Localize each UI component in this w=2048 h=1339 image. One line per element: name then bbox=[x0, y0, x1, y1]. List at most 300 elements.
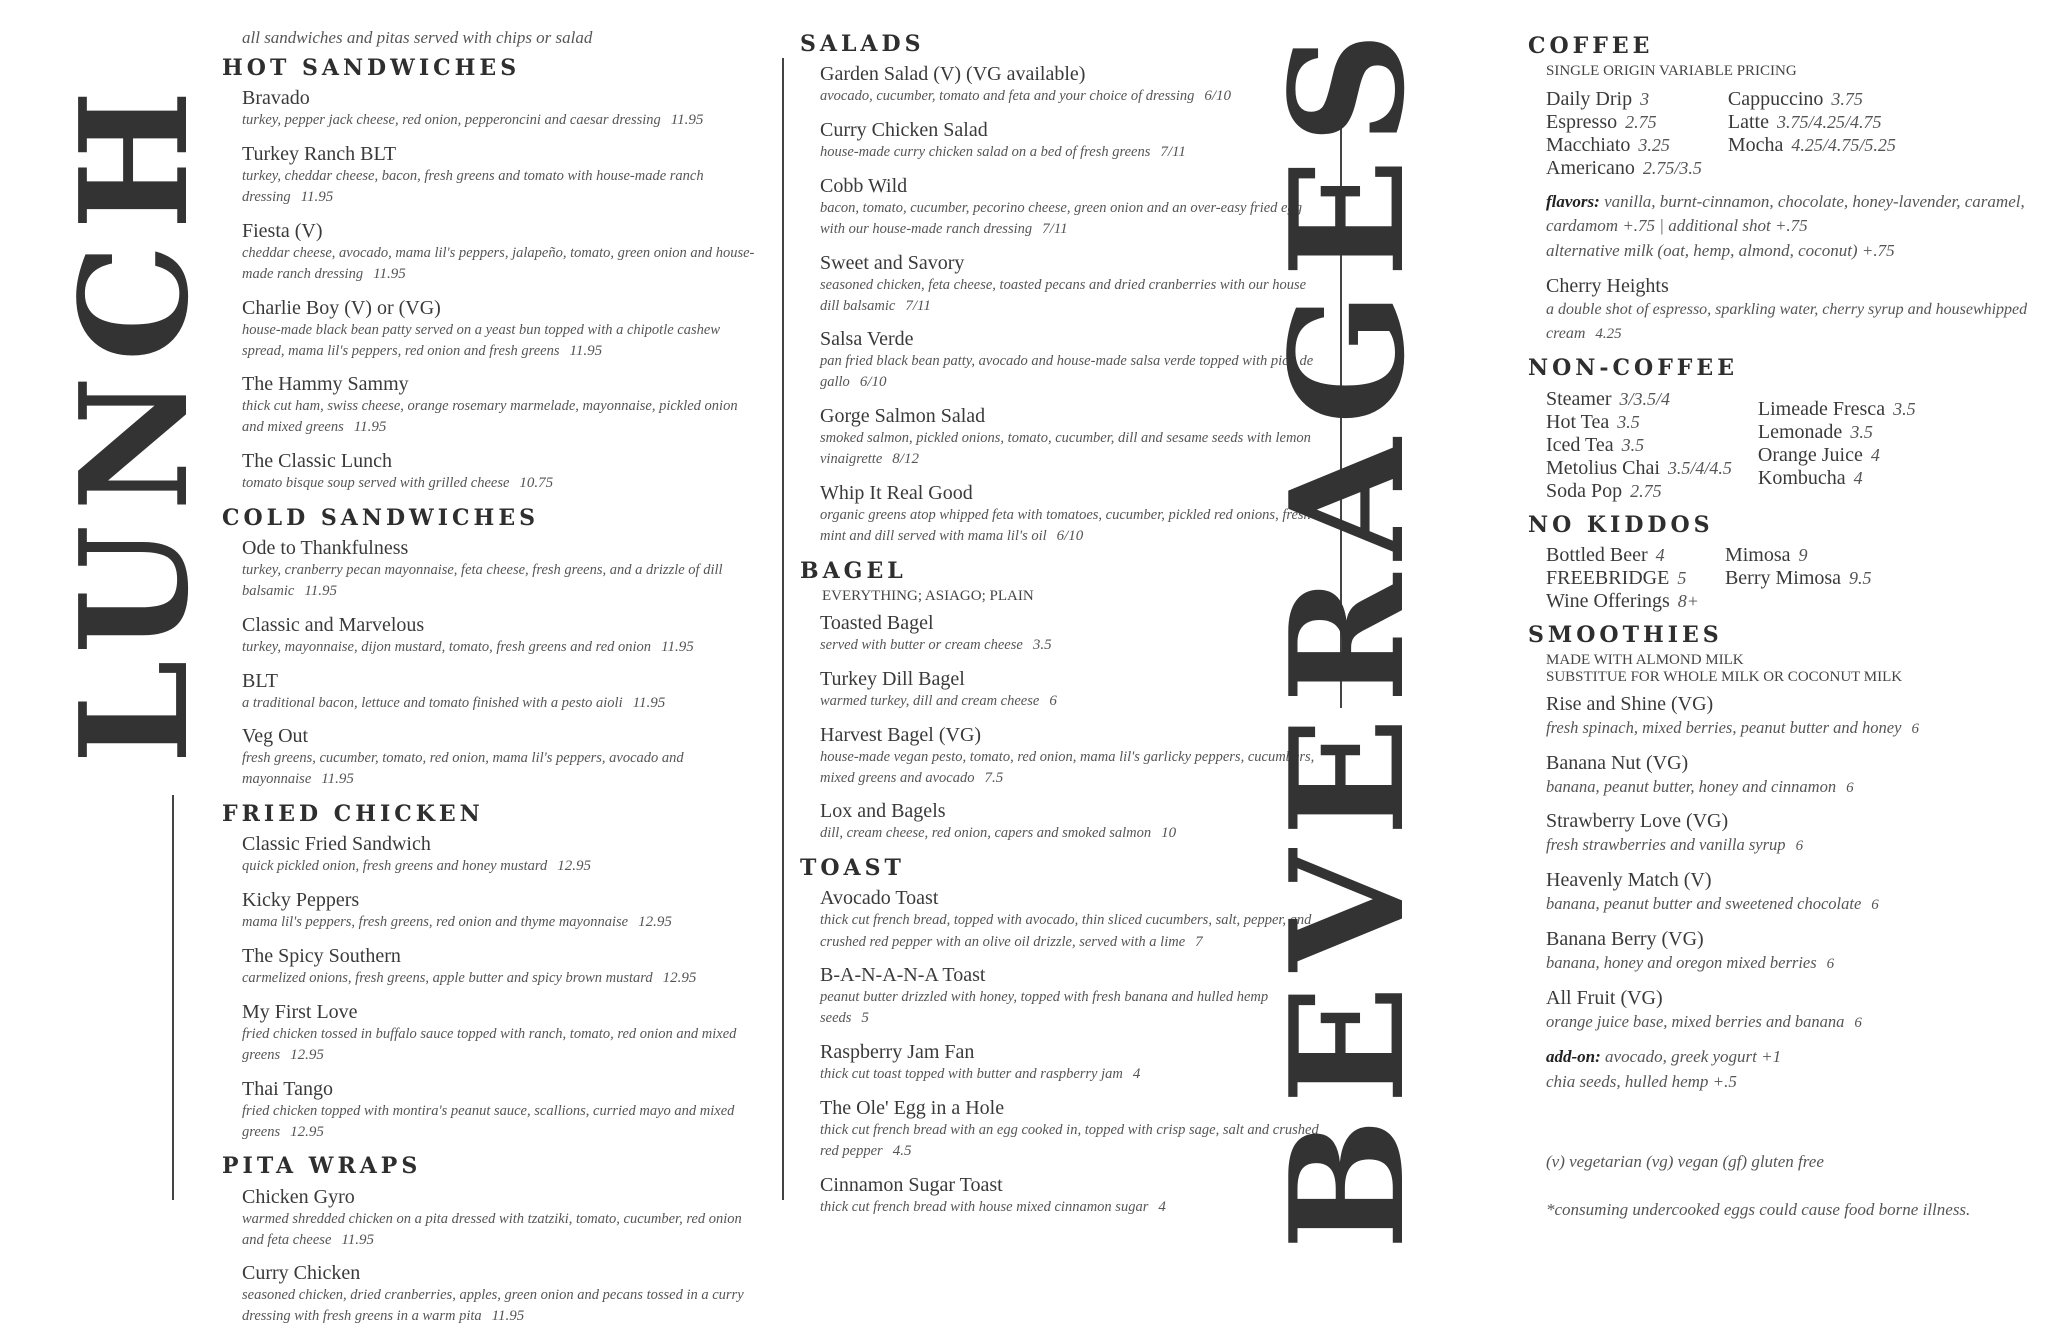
item-desc bbox=[820, 351, 1320, 394]
item-name: Banana Berry (VG) bbox=[1546, 927, 1704, 950]
item-description: turkey, cranberry pecan mayonnaise, feta cheese, fresh greens, and a drizzle of dill balsamic bbox=[242, 562, 723, 600]
item-name: Lox and Bagels bbox=[820, 800, 946, 823]
item-desc bbox=[242, 1209, 762, 1252]
coffee-right-column bbox=[1728, 88, 1896, 180]
bev-name: Cappuccino bbox=[1727, 87, 1824, 110]
bev-row bbox=[1728, 134, 1896, 157]
item-description: carmelized onions, fresh greens, apple butter and spicy brown mustard bbox=[242, 969, 653, 986]
item-name: Turkey Ranch BLT bbox=[242, 143, 397, 166]
bev-name: Bottled Beer bbox=[1546, 544, 1648, 566]
item-desc bbox=[1546, 951, 2033, 976]
bev-name: FREEBRIDGE bbox=[1546, 567, 1670, 589]
bev-row bbox=[1546, 157, 1702, 180]
item-description: seasoned chicken, feta cheese, toasted pecans and dried cranberries with our house dill balsamic bbox=[820, 276, 1307, 314]
item-name: Rise and Shine (VG) bbox=[1546, 692, 1714, 715]
cold-sandwiches-list bbox=[222, 537, 762, 791]
bev-price: 5 bbox=[1677, 568, 1687, 588]
item-price: 4.5 bbox=[892, 1142, 912, 1159]
menu-item bbox=[242, 1186, 762, 1252]
item-desc bbox=[1546, 1010, 2033, 1035]
menu-item bbox=[820, 252, 1320, 318]
item-desc bbox=[820, 1197, 1320, 1219]
item-description: dill, cream cheese, red onion, capers and smoked salmon bbox=[820, 825, 1152, 842]
menu-item bbox=[1546, 869, 2033, 917]
item-desc bbox=[1546, 775, 2033, 800]
item-name: B-A-N-A-N-A Toast bbox=[820, 964, 986, 987]
item-description: warmed shredded chicken on a pita dressed with tzatziki, tomato, cucumber, red onion and feta cheese bbox=[242, 1210, 742, 1248]
addon-text-2: chia seeds, hulled hemp +.5 bbox=[1546, 1071, 1737, 1091]
bev-price: 4 bbox=[1655, 545, 1665, 565]
item-price: 6 bbox=[1911, 720, 1919, 737]
no-kiddos-left-column bbox=[1546, 544, 1699, 613]
item-description: organic greens atop whipped feta with tomatoes, cucumber, pickled red onions, fresh mint and dill served with mama lil's oil bbox=[820, 506, 1311, 544]
item-price: 6 bbox=[1826, 955, 1835, 972]
bev-row bbox=[1758, 444, 1916, 467]
item-name: Curry Chicken bbox=[242, 1262, 361, 1285]
item-name: Bravado bbox=[242, 87, 310, 110]
item-price: 11.95 bbox=[632, 694, 666, 711]
bev-price: 3.75/4.25/4.75 bbox=[1776, 111, 1882, 132]
bev-row bbox=[1546, 567, 1699, 590]
item-description: banana, honey and oregon mixed berries bbox=[1546, 952, 1817, 972]
item-price: 12.95 bbox=[662, 969, 697, 986]
bev-name: Hot Tea bbox=[1546, 410, 1610, 433]
item-name: Raspberry Jam Fan bbox=[820, 1041, 975, 1064]
bev-price: 3 bbox=[1640, 88, 1650, 109]
item-description: warmed turkey, dill and cream cheese bbox=[820, 692, 1040, 709]
item-description: house-made black bean patty served on a yeast bun topped with a chipotle cashew spread, mama lil's peppers, red onion and fresh greens bbox=[242, 321, 720, 359]
item-name: Whip It Real Good bbox=[820, 481, 973, 504]
item-desc bbox=[820, 747, 1320, 790]
menu-item bbox=[242, 143, 762, 209]
bev-row bbox=[1546, 480, 1732, 503]
item-desc bbox=[820, 86, 1320, 108]
non-coffee-price-grid bbox=[1546, 388, 2033, 503]
bev-price: 4.25/4.75/5.25 bbox=[1791, 134, 1896, 155]
item-name: Classic Fried Sandwich bbox=[242, 833, 431, 856]
item-name: Avocado Toast bbox=[820, 887, 939, 910]
fried-chicken-title: FRIED CHICKEN bbox=[222, 801, 484, 828]
addon-text: avocado, greek yogurt +1 bbox=[1605, 1047, 1782, 1067]
item-description: smoked salmon, pickled onions, tomato, cucumber, dill and sesame seeds with lemon vinaigrette bbox=[820, 430, 1311, 468]
bev-row bbox=[1758, 398, 1916, 421]
bev-row bbox=[1546, 88, 1702, 111]
menu-item bbox=[242, 373, 762, 439]
item-name: Heavenly Match (V) bbox=[1546, 869, 1712, 892]
item-name: Harvest Bagel (VG) bbox=[820, 723, 982, 746]
bev-name: Iced Tea bbox=[1546, 433, 1614, 456]
egg-disclaimer: *consuming undercooked eggs could cause food borne illness. bbox=[1546, 1200, 1971, 1219]
menu-item bbox=[1546, 752, 2033, 800]
item-name: Garden Salad (V) (VG available) bbox=[820, 63, 1086, 86]
bev-price: 9.5 bbox=[1849, 568, 1872, 588]
hot-sandwiches-title: HOT SANDWICHES bbox=[222, 55, 521, 81]
bagel-list bbox=[800, 612, 1320, 845]
item-name: The Hammy Sammy bbox=[242, 373, 409, 396]
item-desc bbox=[242, 912, 762, 934]
item-name: Thai Tango bbox=[242, 1077, 333, 1100]
item-price: 5 bbox=[861, 1010, 869, 1027]
sandwich-note: all sandwiches and pitas served with chips or salad bbox=[242, 28, 593, 47]
bev-name: Berry Mimosa bbox=[1724, 567, 1842, 589]
menu-item bbox=[820, 612, 1320, 657]
item-description: quick pickled onion, fresh greens and honey mustard bbox=[242, 858, 548, 875]
menu-item bbox=[820, 724, 1320, 790]
item-price: 11.95 bbox=[569, 342, 603, 359]
bagel-subtitle: EVERYTHING; ASIAGO; PLAIN bbox=[822, 587, 1034, 604]
item-price: 7/11 bbox=[1042, 220, 1068, 237]
item-price: 7/11 bbox=[1160, 144, 1186, 161]
bev-row bbox=[1725, 567, 1872, 590]
bev-row bbox=[1546, 111, 1702, 134]
item-price: 4 bbox=[1132, 1066, 1141, 1083]
item-description: thick cut toast topped with butter and raspberry jam bbox=[820, 1066, 1123, 1083]
coffee-title: COFFEE bbox=[1528, 33, 1654, 59]
addon-label: add-on: bbox=[1546, 1047, 1601, 1067]
menu-item bbox=[820, 964, 1320, 1030]
item-desc bbox=[242, 560, 762, 603]
item-price: 3.5 bbox=[1032, 637, 1052, 654]
menu-item bbox=[242, 725, 762, 791]
item-price: 4.25 bbox=[1595, 325, 1622, 342]
beverages-title: BEVERAGES bbox=[1256, 17, 1439, 1250]
item-desc bbox=[1546, 716, 2033, 741]
item-desc bbox=[242, 1101, 762, 1144]
non-coffee-left-column bbox=[1546, 388, 1732, 503]
item-price: 12.95 bbox=[290, 1123, 324, 1140]
item-description: banana, peanut butter and sweetened chocolate bbox=[1546, 894, 1862, 914]
bev-row bbox=[1546, 434, 1732, 457]
item-desc bbox=[1546, 298, 2033, 345]
smoothies-subtitle-2: SUBSTITUE FOR WHOLE MILK OR COCONUT MILK bbox=[1546, 668, 1903, 685]
bev-name: Wine Offerings bbox=[1546, 590, 1670, 612]
menu-item bbox=[242, 297, 762, 363]
item-description: turkey, mayonnaise, dijon mustard, tomato, fresh greens and red onion bbox=[242, 638, 652, 655]
item-description: fresh spinach, mixed berries, peanut butter and honey bbox=[1546, 717, 1902, 737]
alt-milk-text: alternative milk (oat, hemp, almond, coconut) +.75 bbox=[1546, 240, 1895, 260]
coffee-price-grid bbox=[1546, 88, 2033, 180]
bev-price: 3.75 bbox=[1831, 88, 1863, 109]
menu-item bbox=[820, 328, 1320, 394]
item-price: 8/12 bbox=[892, 451, 919, 468]
item-desc bbox=[1546, 892, 2033, 917]
menu-item bbox=[242, 945, 762, 990]
bev-name: Americano bbox=[1546, 156, 1635, 179]
lunch-column-1 bbox=[222, 28, 762, 1339]
bev-price: 8+ bbox=[1677, 591, 1699, 611]
item-desc bbox=[242, 473, 762, 495]
item-price: 12.95 bbox=[638, 914, 672, 931]
item-price: 6 bbox=[1846, 779, 1854, 796]
item-name: Strawberry Love (VG) bbox=[1546, 810, 1729, 833]
pita-wraps-title: PITA WRAPS bbox=[222, 1153, 422, 1180]
item-name: Cinnamon Sugar Toast bbox=[820, 1173, 1003, 1196]
item-desc bbox=[820, 505, 1320, 548]
item-description: served with butter or cream cheese bbox=[820, 637, 1023, 654]
item-desc bbox=[242, 637, 762, 659]
menu-item bbox=[820, 668, 1320, 713]
item-price: 10.75 bbox=[519, 475, 554, 492]
bev-row bbox=[1546, 544, 1699, 567]
menu-item bbox=[1546, 275, 2033, 345]
item-name: Gorge Salmon Salad bbox=[820, 405, 986, 428]
beverages-column bbox=[1528, 28, 2033, 1107]
item-description: thick cut french bread with house mixed cinnamon sugar bbox=[820, 1198, 1149, 1215]
menu-item bbox=[242, 1078, 762, 1144]
bev-row bbox=[1546, 457, 1732, 480]
item-name: Toasted Bagel bbox=[820, 612, 934, 635]
bev-price: 3.5 bbox=[1617, 411, 1640, 432]
item-name: Banana Nut (VG) bbox=[1546, 751, 1689, 774]
item-price: 11.95 bbox=[661, 638, 694, 655]
toast-list bbox=[800, 887, 1320, 1218]
menu-item bbox=[820, 119, 1320, 164]
item-desc bbox=[242, 166, 762, 209]
coffee-flavors bbox=[1546, 190, 2033, 264]
item-description: turkey, cheddar cheese, bacon, fresh greens and tomato with house-made ranch dressing bbox=[242, 168, 704, 206]
item-desc bbox=[820, 635, 1320, 657]
menu-item bbox=[820, 63, 1320, 108]
item-description: thick cut ham, swiss cheese, orange rosemary marmelade, mayonnaise, pickled onion and mixed greens bbox=[242, 398, 738, 436]
item-price: 7.5 bbox=[984, 769, 1004, 786]
item-price: 6 bbox=[1854, 1014, 1862, 1031]
item-desc bbox=[1546, 833, 2033, 858]
item-price: 11.95 bbox=[491, 1308, 525, 1325]
bev-price: 3.5/4/4.5 bbox=[1667, 457, 1732, 478]
item-desc bbox=[242, 856, 762, 878]
smoothies-list bbox=[1528, 693, 2033, 1035]
item-description: tomato bisque soup served with grilled cheese bbox=[242, 475, 510, 492]
bev-price: 3.25 bbox=[1638, 134, 1670, 155]
menu-item bbox=[1546, 693, 2033, 741]
item-desc bbox=[242, 748, 762, 791]
bev-name: Mimosa bbox=[1724, 544, 1791, 566]
item-name: Charlie Boy (V) or (VG) bbox=[242, 296, 441, 319]
item-name: Classic and Marvelous bbox=[242, 613, 425, 636]
bev-price: 9 bbox=[1798, 545, 1808, 565]
item-price: 11.95 bbox=[300, 189, 334, 206]
menu-item bbox=[242, 537, 762, 603]
bev-price: 3.5 bbox=[1621, 434, 1645, 455]
menu-item bbox=[820, 1097, 1320, 1163]
bev-row bbox=[1758, 467, 1916, 490]
bev-name: Metolius Chai bbox=[1546, 456, 1660, 479]
menu-item bbox=[242, 87, 762, 132]
menu-item bbox=[242, 1262, 762, 1328]
bev-name: Macchiato bbox=[1546, 133, 1631, 156]
item-description: a traditional bacon, lettuce and tomato finished with a pesto aioli bbox=[242, 694, 623, 711]
item-name: Kicky Peppers bbox=[242, 889, 360, 912]
item-description: peanut butter drizzled with honey, topped with fresh banana and hulled hemp seeds bbox=[820, 989, 1269, 1027]
item-name: BLT bbox=[242, 669, 278, 692]
bev-price: 4 bbox=[1870, 444, 1880, 465]
item-desc bbox=[820, 910, 1320, 953]
item-price: 6 bbox=[1871, 897, 1879, 914]
bev-name: Steamer bbox=[1546, 387, 1612, 410]
bev-name: Mocha bbox=[1727, 133, 1784, 156]
item-description: pan fried black bean patty, avocado and house-made salsa verde topped with pico de gallo bbox=[820, 353, 1314, 391]
item-price: 11.95 bbox=[321, 771, 354, 788]
menu-item bbox=[1546, 987, 2033, 1035]
bev-row bbox=[1546, 134, 1702, 157]
item-price: 11.95 bbox=[341, 1231, 375, 1248]
bev-row bbox=[1546, 590, 1699, 613]
item-name: The Spicy Southern bbox=[242, 944, 401, 967]
item-name: Cherry Heights bbox=[1546, 275, 1669, 298]
bev-name: Espresso bbox=[1546, 110, 1618, 133]
item-name: My First Love bbox=[242, 1000, 358, 1023]
item-description: fresh greens, cucumber, tomato, red onion, mama lil's peppers, avocado and mayonnaise bbox=[242, 750, 684, 788]
item-desc bbox=[820, 428, 1320, 471]
item-desc bbox=[820, 142, 1320, 164]
pita-wraps-list bbox=[222, 1186, 762, 1329]
salads-title: SALADS bbox=[800, 31, 925, 57]
item-description: turkey, pepper jack cheese, red onion, pepperoncini and caesar dressing bbox=[242, 112, 661, 129]
item-price: 6 bbox=[1795, 838, 1804, 855]
item-desc bbox=[242, 693, 762, 715]
bev-name: Latte bbox=[1727, 110, 1769, 133]
item-desc bbox=[820, 1064, 1320, 1086]
menu-item bbox=[242, 1001, 762, 1067]
item-desc bbox=[242, 243, 762, 286]
item-name: The Classic Lunch bbox=[242, 450, 392, 473]
item-desc bbox=[820, 691, 1320, 713]
smoothies-subtitle-1: MADE WITH ALMOND MILK bbox=[1546, 652, 1744, 669]
bev-price: 4 bbox=[1853, 467, 1863, 488]
menu-item bbox=[820, 405, 1320, 471]
item-name: Sweet and Savory bbox=[820, 251, 965, 274]
bev-name: Daily Drip bbox=[1546, 87, 1633, 110]
item-price: 11.95 bbox=[670, 112, 704, 129]
bev-row bbox=[1728, 111, 1896, 134]
item-desc bbox=[820, 1120, 1320, 1163]
salads-list bbox=[800, 63, 1320, 547]
menu-item bbox=[242, 220, 762, 286]
item-description: fresh strawberries and vanilla syrup bbox=[1546, 835, 1786, 855]
item-description: cheddar cheese, avocado, mama lil's peppers, jalapeño, tomato, green onion and house-made ranch dressing bbox=[242, 244, 755, 282]
dietary-legend: (v) vegetarian (vg) vegan (gf) gluten free bbox=[1546, 1152, 1824, 1171]
item-name: Curry Chicken Salad bbox=[820, 119, 988, 142]
item-price: 12.95 bbox=[290, 1046, 324, 1063]
item-desc bbox=[242, 110, 762, 132]
item-name: Salsa Verde bbox=[820, 328, 914, 351]
bagel-title: BAGEL bbox=[800, 557, 907, 584]
item-name: Ode to Thankfulness bbox=[242, 537, 409, 560]
item-description: banana, peanut butter, honey and cinnamon bbox=[1546, 776, 1837, 796]
coffee-left-column bbox=[1546, 88, 1702, 180]
menu-item bbox=[242, 833, 762, 878]
item-description: house-made curry chicken salad on a bed of fresh greens bbox=[820, 144, 1151, 161]
non-coffee-title: NON-COFFEE bbox=[1528, 355, 1738, 382]
item-description: seasoned chicken, dried cranberries, apples, green onion and pecans tossed in a curry dressing with fresh greens in a warm pita bbox=[242, 1287, 744, 1325]
item-desc bbox=[820, 275, 1320, 318]
bev-row bbox=[1546, 388, 1732, 411]
menu-item bbox=[820, 482, 1320, 548]
bev-price: 3.5 bbox=[1893, 398, 1916, 419]
item-price: 6 bbox=[1049, 692, 1057, 709]
item-price: 6/10 bbox=[1204, 88, 1232, 105]
item-description: avocado, cucumber, tomato and feta and your choice of dressing bbox=[820, 88, 1195, 105]
menu-item bbox=[242, 670, 762, 715]
menu-item bbox=[242, 614, 762, 659]
item-price: 6/10 bbox=[859, 374, 887, 391]
menu-item bbox=[820, 1041, 1320, 1086]
item-desc bbox=[820, 987, 1320, 1030]
item-price: 12.95 bbox=[557, 858, 591, 875]
bev-name: Limeade Fresca bbox=[1757, 397, 1886, 420]
lunch-column-2 bbox=[800, 26, 1320, 1229]
non-coffee-right-column bbox=[1758, 388, 1916, 503]
bev-price: 2.75/3.5 bbox=[1642, 157, 1702, 178]
menu-item bbox=[820, 175, 1320, 241]
item-description: thick cut french bread, topped with avocado, thin sliced cucumbers, salt, pepper, and crushed red pepper with an olive oil drizzle, served with a lime bbox=[820, 912, 1312, 950]
smoothie-addons bbox=[1546, 1045, 2033, 1094]
item-price: 11.95 bbox=[304, 583, 337, 600]
item-desc bbox=[820, 198, 1320, 241]
item-desc bbox=[242, 1024, 762, 1067]
item-name: Fiesta (V) bbox=[242, 219, 323, 242]
cold-sandwiches-title: COLD SANDWICHES bbox=[222, 504, 539, 531]
item-description: mama lil's peppers, fresh greens, red onion and thyme mayonnaise bbox=[242, 914, 629, 931]
item-description: a double shot of espresso, sparkling water, cherry syrup and housewhipped cream bbox=[1546, 301, 2028, 342]
menu-item bbox=[820, 800, 1320, 845]
menu-item bbox=[1546, 810, 2033, 858]
item-description: house-made vegan pesto, tomato, red onion, mama lil's garlicky peppers, cucumbers, mixed greens and avocado bbox=[820, 748, 1315, 786]
menu-item bbox=[1546, 928, 2033, 976]
flavors-label: flavors: bbox=[1546, 191, 1600, 211]
item-name: Chicken Gyro bbox=[242, 1185, 355, 1208]
item-price: 4 bbox=[1158, 1198, 1166, 1215]
item-price: 11.95 bbox=[353, 419, 387, 436]
item-price: 11.95 bbox=[373, 265, 406, 282]
item-desc bbox=[820, 823, 1320, 845]
item-price: 6/10 bbox=[1056, 527, 1084, 544]
bev-row bbox=[1758, 421, 1916, 444]
bev-price: 3.5 bbox=[1850, 421, 1873, 442]
no-kiddos-right-column bbox=[1725, 544, 1872, 613]
bev-price: 2.75 bbox=[1630, 480, 1662, 501]
toast-title: TOAST bbox=[800, 855, 905, 882]
bev-price: 3/3.5/4 bbox=[1619, 388, 1671, 409]
item-price: 10 bbox=[1161, 825, 1177, 842]
item-desc bbox=[242, 968, 762, 990]
lunch-title: LUNCH bbox=[47, 76, 221, 764]
no-kiddos-title: NO KIDDOS bbox=[1528, 511, 1714, 538]
item-description: bacon, tomato, cucumber, pecorino cheese, green onion and an over-easy fried egg with our house-made ranch dressing bbox=[820, 199, 1302, 237]
fried-chicken-list bbox=[222, 833, 762, 1143]
column-divider-rule bbox=[782, 58, 784, 1200]
no-kiddos-price-grid bbox=[1546, 544, 2033, 613]
item-description: fried chicken tossed in buffalo sauce topped with ranch, tomato, red onion and mixed greens bbox=[242, 1025, 737, 1063]
item-description: fried chicken topped with montira's peanut sauce, scallions, curried mayo and mixed greens bbox=[242, 1102, 735, 1140]
item-desc bbox=[242, 396, 762, 439]
lunch-divider-rule bbox=[172, 795, 174, 1200]
bev-name: Kombucha bbox=[1757, 466, 1846, 489]
item-price: 7 bbox=[1195, 933, 1203, 950]
item-name: All Fruit (VG) bbox=[1546, 986, 1663, 1009]
flavors-text: vanilla, burnt-cinnamon, chocolate, honey-lavender, caramel, cardamom +.75 | additional shot +.75 bbox=[1546, 191, 2025, 236]
hot-sandwiches-list bbox=[222, 87, 762, 495]
item-name: Veg Out bbox=[242, 725, 309, 748]
menu-item bbox=[242, 889, 762, 934]
menu-item bbox=[820, 1174, 1320, 1219]
item-desc bbox=[242, 1285, 762, 1328]
coffee-subtitle: SINGLE ORIGIN VARIABLE PRICING bbox=[1546, 63, 1797, 80]
item-name: Cobb Wild bbox=[820, 174, 908, 197]
item-name: The Ole' Egg in a Hole bbox=[820, 1096, 1005, 1119]
item-description: thick cut french bread with an egg cooked in, topped with crisp sage, salt and crushed red pepper bbox=[820, 1121, 1319, 1159]
smoothies-title: SMOOTHIES bbox=[1528, 622, 1723, 648]
